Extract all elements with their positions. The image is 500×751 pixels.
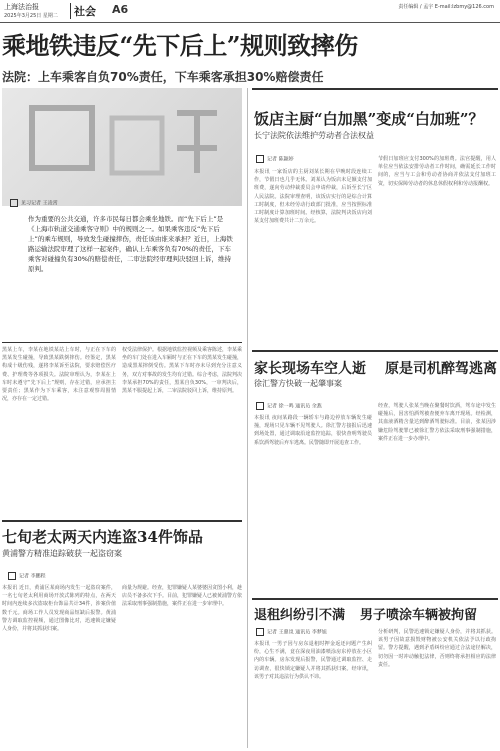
story4-body-col2: 经查，驾驶人张某当晚在聚餐时饮酒，驾车途中发生碰撞后，因害怕酒驾被查便弃车离开现场。经检测，其血液酒精含量达到醉酒驾驶标准。目前，张某因涉嫌危险驾驶罪已被徐汇警方依法采取刑事强制措施，案件正在进一步办理中。 <box>378 403 496 442</box>
story5-body-col2: 分析研判，民警迅速锁定嫌疑人身份，并将其抓获。该男子因故意损毁财物被公安机关依法予以行政拘留。警方提醒，遇到矛盾纠纷应通过合法途径解决，切勿因一时冲动触犯法律，否则终将承担相应的法律责任。 <box>378 629 496 668</box>
story2-headline: 饭店主厨“白加黑”变成“白加班”？ <box>254 110 484 128</box>
story3-body-col1: 本报讯 近日，黄浦区某商场内发生一起盗窃案件，一名七旬老太利用商场开放式陈列的特点，在两天时间内连续多次盗取柜台饰品共计34件，涉案价值数千元。商场工作人员发现商品短缺后报警。黄浦警方调取监控视频，通过图像比对，迅速锁定嫌疑人身份，并将其抓获归案。 <box>2 585 116 633</box>
editor-credit: 责任编辑 / 孟宇 E-mail:lzbmy@126.com <box>398 4 494 10</box>
story2-byline: 记者 陈颖婷 <box>256 155 294 163</box>
story2-body-col2: 节假日加班应支付300%的加班费。法官提醒，用人单位应当依法安排劳动者工作时间，确需延长工作时间的，应当与工会和劳动者协商并依法支付加班工资，切实保障劳动者的休息休假权利和劳动报酬权。 <box>378 156 496 187</box>
story5-headline-part2: 男子喷涂车辆被拘留 <box>360 608 478 623</box>
divider <box>2 342 242 343</box>
story2-body-col1: 本报讯 一家饭店的主厨刘某长期在早晚时段连续工作，节假日也几乎无休。刘某认为饭店未足额支付加班费，遂向劳动仲裁委员会申请仲裁，后诉至长宁区人民法院。法院审理查明，该饭店实行的是综合计算工时制度，但未经劳动行政部门批准，应当按照标准工时制度计算加班时间。经核算，法院判决饭店向刘某支付加班费共计二万余元。 <box>254 169 372 225</box>
main-body-col2: 权受法律保护。根据地铁监控视频及乘客陈述，李某乘坐的车门处在进入车厢时与正在下车的黑某发生碰撞，造成黑某摔倒受伤。黑某下车时亦未尽到充分注意义务，双方对事故的发生均有过错。综合考虑，法院判决李某承担70%的责任，黑某自负30%，一审判决后，黑某不服提起上诉，二审法院驳回上诉，维持原判。 <box>122 347 242 395</box>
main-lead-paragraph: 作为重要的公共交通，许多市民每日都会乘坐地铁。而“先下后上”是《上海市轨道交通乘客守则》中的规则之一。如果乘客违反“先下后上”的乘车规则，导致发生碰撞摔伤，责任该由谁来承担？近日，上海铁路运输法院审理了这样一起案件，确认上车乘客负有70%的责任，下车乘客对碰撞负有30%的赔偿责任，二审法院经审理判决驳回上诉，维持原判。 <box>28 215 233 273</box>
divider <box>252 88 498 90</box>
divider <box>2 520 242 522</box>
story4-headline-part2: 原是司机醉驾逃离 <box>385 361 497 377</box>
story3-body-col2: 商量为规避。经查，犯罪嫌疑人某婆婆因贪图小利，趁店员不备多次下手。目前，犯罪嫌疑人已被黄浦警方依法采取刑事强制措施，案件正在进一步审理中。 <box>122 585 242 608</box>
photo-credit: 见习记者 王凌霄 <box>10 199 58 207</box>
main-headline: 乘地铁违反“先下后上”规则致摔伤 <box>2 31 358 60</box>
story4-byline: 记者 徐一鸣 通讯员 余燕 <box>256 402 322 410</box>
story4-body-col1: 本报讯 夜间某路段一辆轿车与路边停放车辆发生碰撞，现场只见车辆不见驾驶人。徐汇警方接报后迅速到场处置，通过调取沿途监控追踪，很快查明驾驶员系饮酒驾驶后弃车逃离。民警随即开展追查工作。 <box>254 415 372 446</box>
section-name: 社会 <box>74 5 96 18</box>
issue-date: 2025年3月25日 星期二 <box>4 13 58 19</box>
story3-headline: 七旬老太两天内连盗34件饰品 <box>2 528 203 546</box>
column-divider <box>247 88 248 748</box>
illustration-graphic <box>2 88 242 206</box>
divider <box>252 350 498 352</box>
page-number: A6 <box>112 3 129 16</box>
header-divider <box>70 3 71 19</box>
masthead: 上海法治报 <box>4 3 39 11</box>
illustration-photo <box>2 88 242 206</box>
story5-byline: 记者 王鼎岚 通讯员 李梦旭 <box>256 628 327 636</box>
story5-headline: 退租纠纷引不满 <box>254 608 346 623</box>
story2-subheadline: 长宁法院依法维护劳动者合法权益 <box>254 131 374 140</box>
story3-subheadline: 黄浦警方精准追踪破获一起盗窃案 <box>2 549 122 558</box>
story5-body-col1: 本报讯 一男子因与房东退租时押金返还问题产生纠纷，心生不满，竟在深夜用油漆喷涂房东停放在小区内的车辆。房东发现后报警，民警通过调取监控、走访调查，很快锁定嫌疑人并将其抓获归案。经审讯，该男子对其违法行为供认不讳。 <box>254 641 372 680</box>
story4-subheadline: 徐汇警方快破一起肇事案 <box>254 379 342 388</box>
main-subheadline: 法院：上车乘客自负70%责任，下车乘客承担30%赔偿责任 <box>2 70 324 84</box>
divider <box>252 598 498 600</box>
story4-headline: 家长现场车空人逝 <box>254 361 366 377</box>
story3-byline: 记者 李鹏程 <box>8 572 46 580</box>
main-body-col1: 黑某上车，李某在地铁某站上车时，与正在下车的黑某发生碰撞，导致黑某跌倒摔伤。经鉴定，黑某构成十级伤残，遂将李某诉至法院，要求赔偿医疗费、护理费等各项损失。法院审理认为，李某在上车时未遵守“先下后上”规则，存在过错，应承担主要责任；黑某作为下车乘客，未注意观察周围情况，亦存在一定过错。 <box>2 347 116 403</box>
